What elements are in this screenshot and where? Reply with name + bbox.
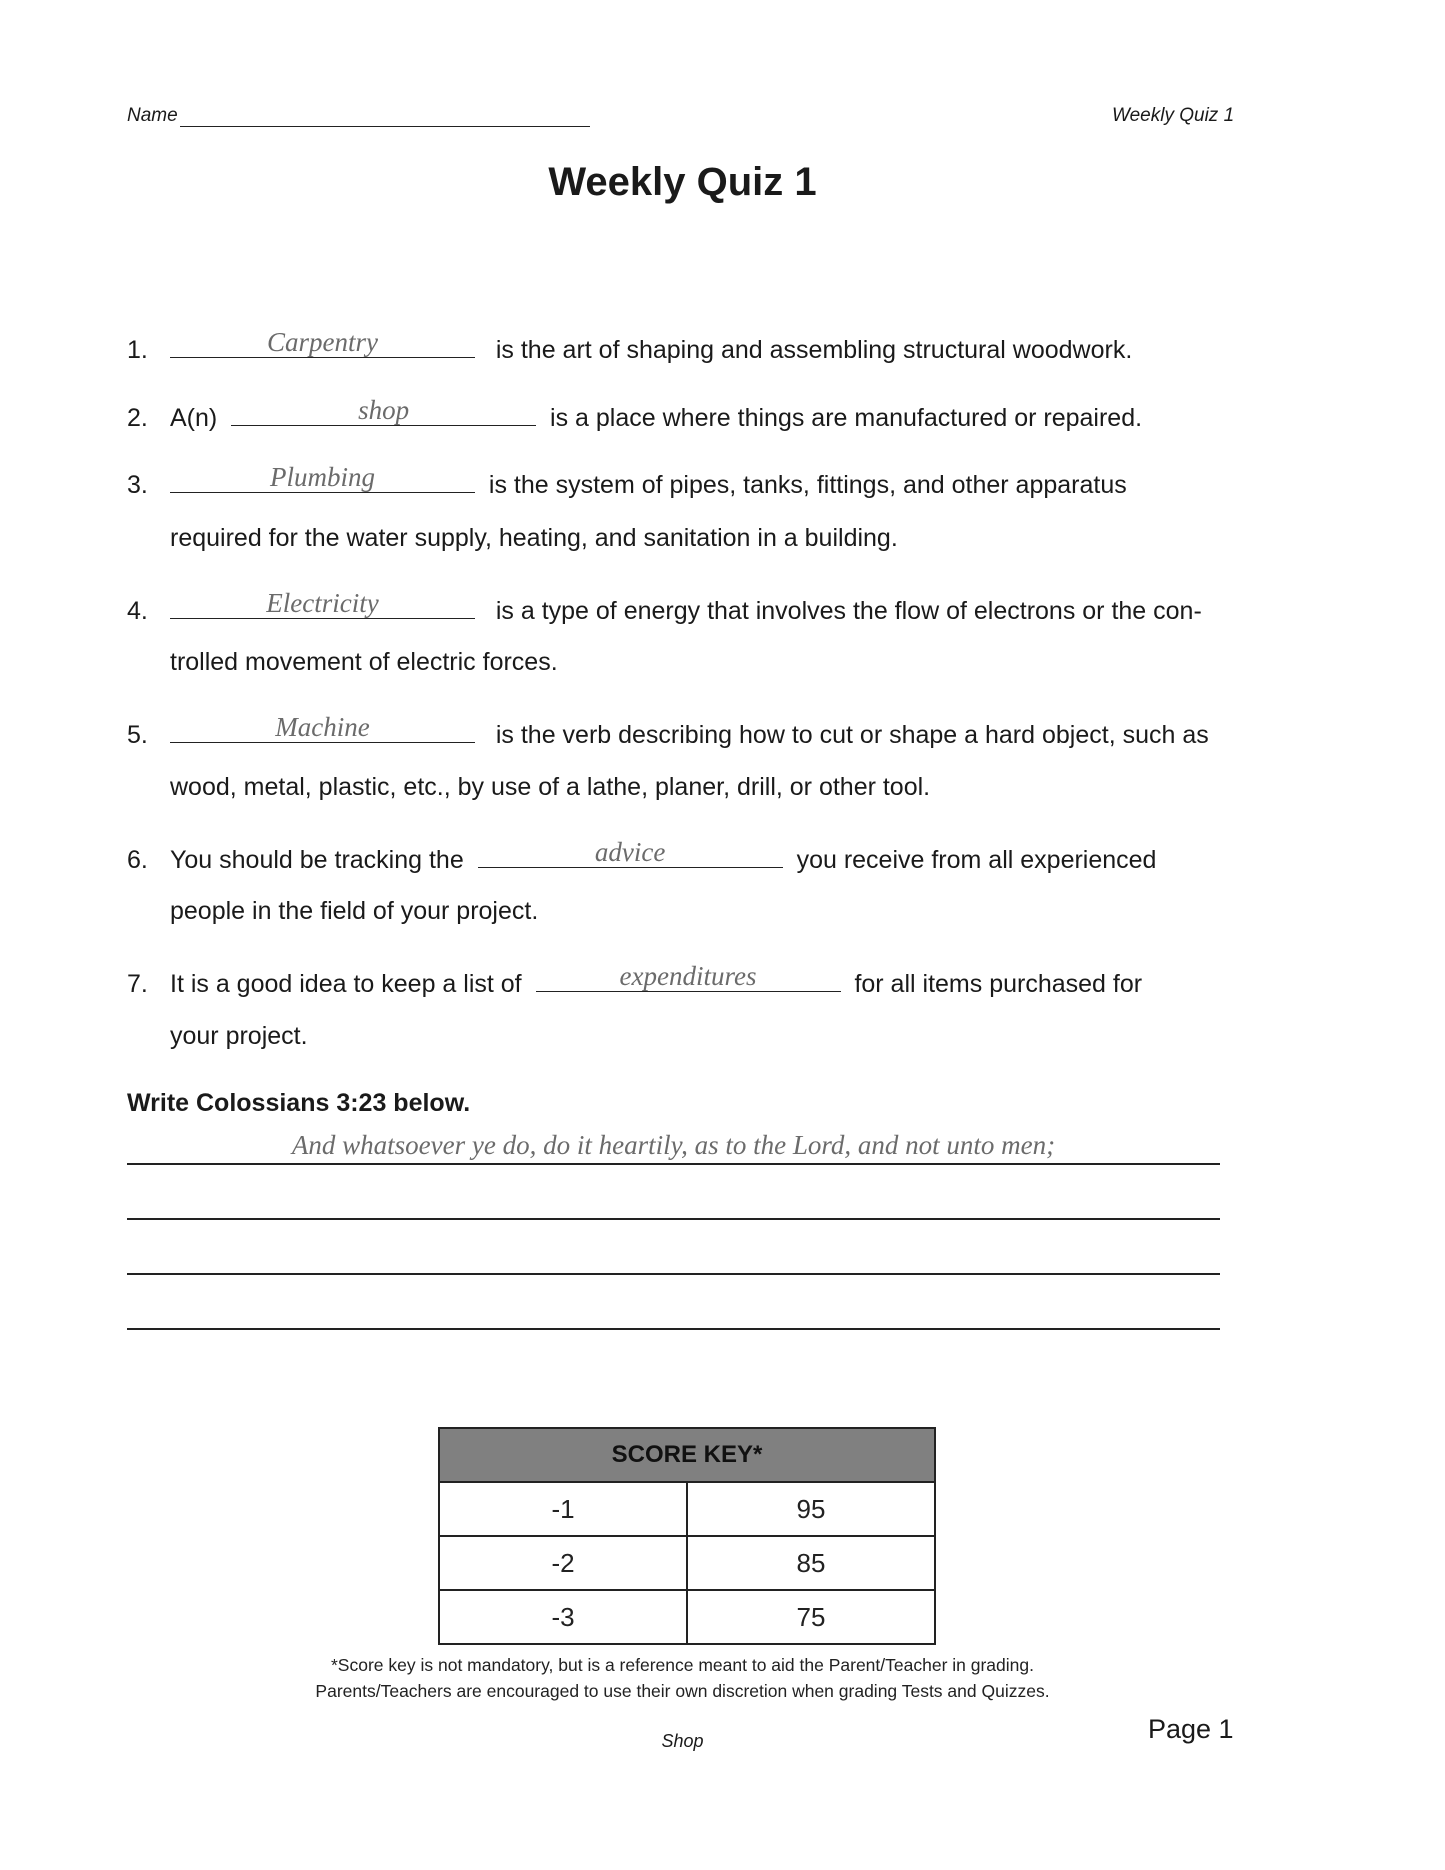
footnote-line-1: *Score key is not mandatory, but is a reference meant to aid the Parent/Teacher in grading. (331, 1655, 1034, 1675)
question-prefix: You should be tracking the (170, 846, 464, 874)
answer-blank[interactable] (170, 464, 475, 493)
question-3-continuation: required for the water supply, heating, and sanitation in a building. (170, 524, 898, 552)
question-number: 7. (127, 970, 148, 998)
question-prefix: A(n) (170, 404, 218, 432)
answer-blank[interactable] (170, 714, 475, 743)
name-label: Name (127, 105, 178, 126)
answer-text: Machine (275, 712, 370, 742)
footer-subject: Shop (661, 1731, 704, 1751)
question-number: 4. (127, 597, 148, 625)
page-title: Weekly Quiz 1 (548, 160, 817, 204)
question-4-continuation: trolled movement of electric forces. (170, 648, 558, 676)
missed-cell: -1 (439, 1482, 687, 1536)
score-cell: 75 (687, 1590, 935, 1644)
name-line[interactable] (180, 108, 590, 127)
question-prefix: It is a good idea to keep a list of (170, 970, 522, 998)
header-quiz-label: Weekly Quiz 1 (1112, 105, 1235, 126)
footnote-line-2: Parents/Teachers are encouraged to use their own discretion when grading Tests and Quizzes. (315, 1681, 1050, 1701)
question-5 (127, 714, 1209, 750)
answer-text: Electricity (266, 588, 379, 618)
question-text: is a type of energy that involves the flow of electrons or the con- (495, 597, 1202, 625)
answer-blank[interactable] (478, 839, 783, 868)
question-text: is the verb describing how to cut or shape a hard object, such as (495, 721, 1209, 749)
answer-blank[interactable] (170, 590, 475, 619)
score-cell: 95 (687, 1482, 935, 1536)
table-row (439, 1536, 935, 1590)
question-7 (127, 963, 1142, 999)
writing-line[interactable] (127, 1273, 1220, 1275)
question-number: 3. (127, 471, 148, 499)
question-text: is the art of shaping and assembling structural woodwork. (495, 336, 1133, 364)
score-cell: 85 (687, 1536, 935, 1590)
question-text: you receive from all experienced (796, 846, 1157, 874)
missed-cell: -2 (439, 1536, 687, 1590)
question-6 (127, 839, 1156, 875)
answer-text: Carpentry (267, 327, 378, 357)
question-1 (127, 329, 1132, 365)
question-5-continuation: wood, metal, plastic, etc., by use of a lathe, planer, drill, or other tool. (170, 773, 931, 801)
question-6-continuation: people in the field of your project. (170, 897, 539, 925)
question-number: 2. (127, 404, 148, 432)
page-number: Page 1 (1148, 1714, 1234, 1744)
writing-prompt: Write Colossians 3:23 below. (127, 1089, 471, 1117)
missed-cell: -3 (439, 1590, 687, 1644)
name-field[interactable] (127, 105, 590, 127)
question-4 (127, 590, 1202, 626)
score-key-table (438, 1427, 936, 1645)
question-3 (127, 464, 1127, 500)
answer-blank[interactable] (170, 329, 475, 358)
question-text: is a place where things are manufactured or repaired. (550, 404, 1143, 432)
answer-blank[interactable] (231, 397, 536, 426)
question-number: 6. (127, 846, 148, 874)
score-key-header: SCORE KEY* (439, 1428, 935, 1482)
answer-text: shop (358, 395, 410, 425)
question-7-continuation: your project. (170, 1022, 308, 1050)
answer-blank[interactable] (536, 963, 841, 992)
writing-line[interactable] (127, 1218, 1220, 1220)
writing-line[interactable] (127, 1163, 1220, 1165)
answer-text: Plumbing (270, 462, 375, 492)
answer-text: expenditures (619, 961, 757, 991)
table-row (439, 1590, 935, 1644)
verse-answer: And whatsoever ye do, do it heartily, as to the Lord, and not unto men; (291, 1130, 1056, 1160)
question-text: for all items purchased for (854, 970, 1143, 998)
question-number: 5. (127, 721, 148, 749)
question-number: 1. (127, 336, 148, 364)
score-key-footnote (0, 1652, 1365, 1704)
question-2 (127, 397, 1142, 433)
table-row (439, 1482, 935, 1536)
writing-line[interactable] (127, 1328, 1220, 1330)
answer-text: advice (594, 837, 666, 867)
question-text: is the system of pipes, tanks, fittings, and other apparatus (488, 471, 1127, 499)
